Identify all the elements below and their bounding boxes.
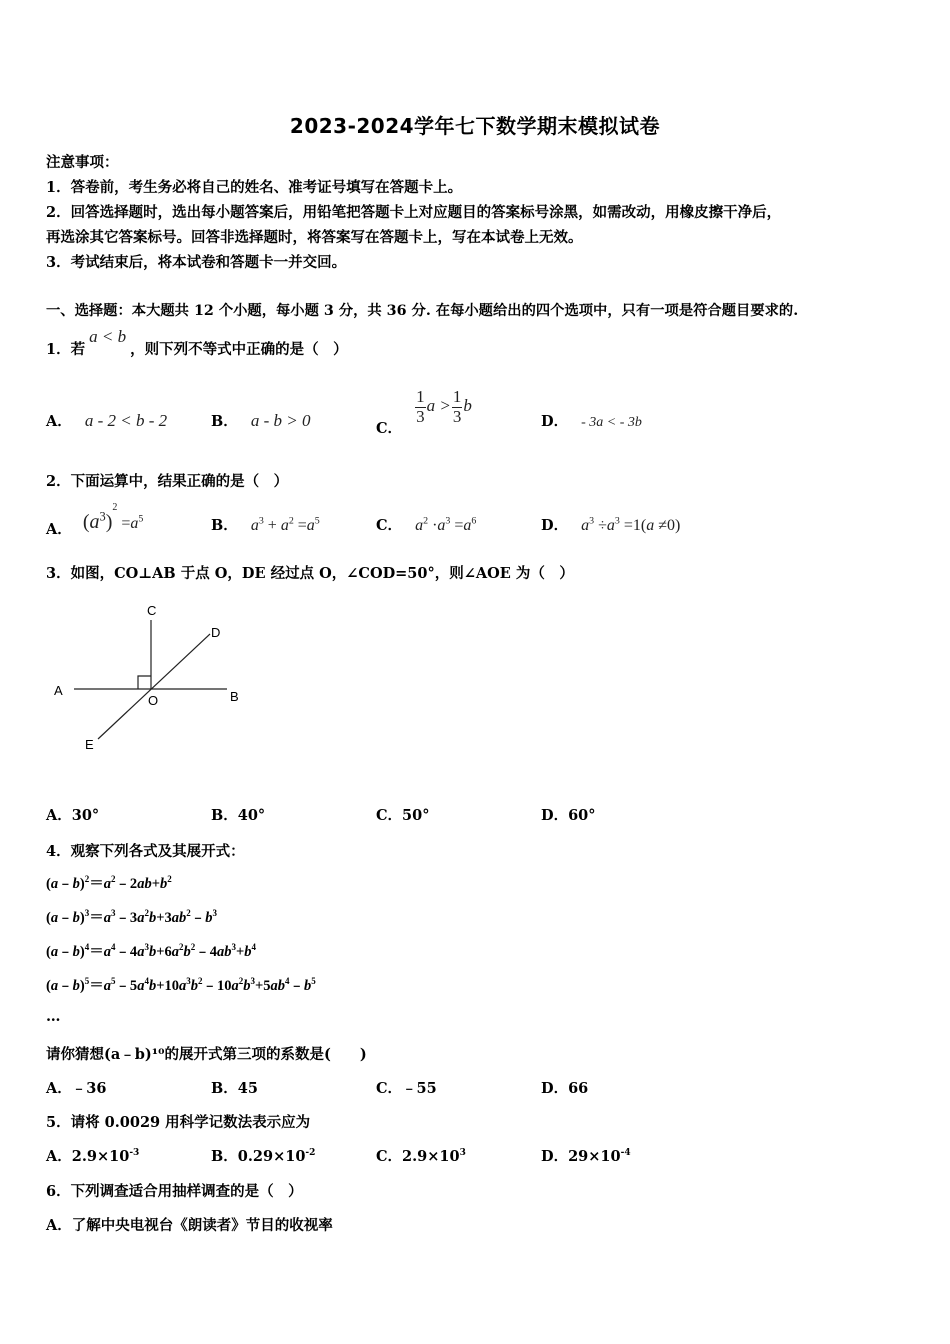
q3-option-c[interactable]: C．50° bbox=[376, 807, 430, 824]
q5-option-b[interactable]: B．$0.29\times 10^{-2}$ bbox=[211, 1148, 316, 1165]
q4-option-c[interactable]: C．﹣55 bbox=[376, 1080, 437, 1097]
q1-option-a-expr: a - 2 < b - 2 bbox=[84, 411, 168, 430]
q1-option-d[interactable] bbox=[541, 410, 642, 431]
notice-item-2-cont: 再选涂其它答案标号。回答非选择题时，将答案写在答题卡上，写在本试卷上无效。 bbox=[46, 229, 583, 246]
q3-stem: 3．如图，CO⊥AB 于点 O，DE 经过点 O，∠COD=50°，则∠AOE 为（ ） bbox=[46, 565, 574, 582]
q2-option-d[interactable]: D． $a^3 \div a^3 =1(a \ne 0)$ bbox=[541, 515, 681, 534]
q3-option-a[interactable]: A．30° bbox=[46, 807, 100, 824]
q2-option-b-label: B． bbox=[211, 517, 238, 534]
q6-option-a[interactable]: A．了解中央电视台《朗读者》节目的收视率 bbox=[46, 1217, 333, 1234]
q5-option-c[interactable]: C．$2.9\times 10^3$ bbox=[376, 1148, 466, 1165]
notice-heading: 注意事项： bbox=[46, 154, 119, 171]
q1-option-b-label: B． bbox=[211, 413, 238, 430]
q1-condition: a < b bbox=[89, 327, 127, 346]
q2-option-a-label: A． bbox=[46, 521, 72, 538]
q1-suffix: ，则下列不等式中正确的是（ ） bbox=[130, 341, 348, 358]
q5-stem: 5．请将 0.0029 用科学记数法表示应为 bbox=[46, 1114, 311, 1131]
q1-option-a-label: A． bbox=[46, 413, 72, 430]
q1-stem bbox=[46, 327, 348, 359]
q1-option-c-b: b bbox=[463, 396, 472, 416]
point-label-a: A bbox=[54, 683, 63, 698]
point-label-o: O bbox=[148, 693, 159, 708]
right-angle-mark bbox=[138, 676, 151, 689]
point-label-b: B bbox=[230, 689, 239, 704]
q2-stem: 2．下面运算中，结果正确的是（ ） bbox=[46, 473, 289, 490]
q4-option-b[interactable]: B．45 bbox=[211, 1080, 258, 1097]
q3-option-b[interactable]: B．40° bbox=[211, 807, 266, 824]
q4-expansion-3: $(a﹣b)^3=a^3﹣3a^2b+3ab^2﹣b^3$ bbox=[46, 908, 217, 926]
point-label-e: E bbox=[85, 737, 94, 752]
q4-ellipsis: … bbox=[46, 1008, 61, 1025]
q2-option-c[interactable]: C． $a^2 \cdot a^3 =a^6$ bbox=[376, 515, 477, 534]
notice-item-2: 2．回答选择题时，选出每小题答案后，用铅笔把答题卡上对应题目的答案标号涂黑，如需改动，用橡皮擦干净后， bbox=[46, 204, 782, 221]
q2-option-c-label: C． bbox=[376, 517, 403, 534]
q2-option-d-label: D． bbox=[541, 517, 569, 534]
q4-question: 请你猜想(a﹣b)¹⁰的展开式第三项的系数是( ) bbox=[46, 1046, 367, 1063]
q1-option-c-label: C． bbox=[376, 420, 403, 438]
q1-option-c-frac1: $\frac{1}{3}$ bbox=[416, 387, 425, 426]
page-title: 2023-2024学年七下数学期末模拟试卷 bbox=[289, 114, 661, 138]
notice-item-1: 1．答卷前，考生务必将自己的姓名、准考证号填写在答题卡上。 bbox=[46, 179, 463, 196]
q5-option-a[interactable]: A．$2.9\times 10^{-3}$ bbox=[46, 1148, 140, 1165]
q4-expansion-2: $(a﹣b)^2=a^2﹣2ab+b^2$ bbox=[46, 874, 172, 892]
section-heading: 一、选择题：本大题共 12 个小题，每小题 3 分，共 36 分. 在每小题给出的四个选项中，只有一项是符合题目要求的. bbox=[46, 303, 799, 319]
q4-option-d[interactable]: D．66 bbox=[541, 1080, 589, 1097]
q1-option-a[interactable] bbox=[46, 410, 167, 431]
q1-option-c-a: a > bbox=[426, 396, 451, 416]
q4-expansion-5: $(a﹣b)^5=a^5﹣5a^4b+10a^3b^2﹣10a^2b^3+5ab^4﹣b^5$ bbox=[46, 976, 316, 994]
q4-stem: 4．观察下列各式及其展开式： bbox=[46, 843, 245, 860]
point-label-c: C bbox=[147, 603, 157, 618]
q2-option-a[interactable]: A． $(a^3)^2 =a^5$ bbox=[46, 502, 144, 538]
q6-stem: 6．下列调查适合用抽样调查的是（ ） bbox=[46, 1183, 303, 1200]
line-de bbox=[98, 634, 210, 739]
q5-option-d[interactable]: D．$29\times 10^{-4}$ bbox=[541, 1148, 631, 1165]
q4-option-a[interactable]: A．﹣36 bbox=[46, 1080, 107, 1097]
q1-prefix: 1．若 bbox=[46, 341, 86, 358]
q1-option-b-expr: a - b > 0 bbox=[250, 411, 311, 430]
q3-option-d[interactable]: D．60° bbox=[541, 807, 596, 824]
q1-option-b[interactable] bbox=[211, 410, 310, 431]
q1-option-d-expr: - 3a < - 3b bbox=[581, 415, 642, 430]
point-label-d: D bbox=[211, 625, 221, 640]
q2-option-b[interactable]: B． $a^3 + a^2 =a^5$ bbox=[211, 515, 320, 534]
q1-option-c-frac2: $\frac{1}{3}$ bbox=[452, 387, 462, 426]
q1-option-c[interactable] bbox=[376, 387, 472, 438]
q1-option-d-label: D． bbox=[541, 413, 569, 430]
q3-figure bbox=[46, 598, 256, 758]
q4-expansion-4: $(a﹣b)^4=a^4﹣4a^3b+6a^2b^2﹣4ab^3+b^4$ bbox=[46, 942, 256, 960]
notice-item-3: 3．考试结束后，将本试卷和答题卡一并交回。 bbox=[46, 254, 347, 271]
